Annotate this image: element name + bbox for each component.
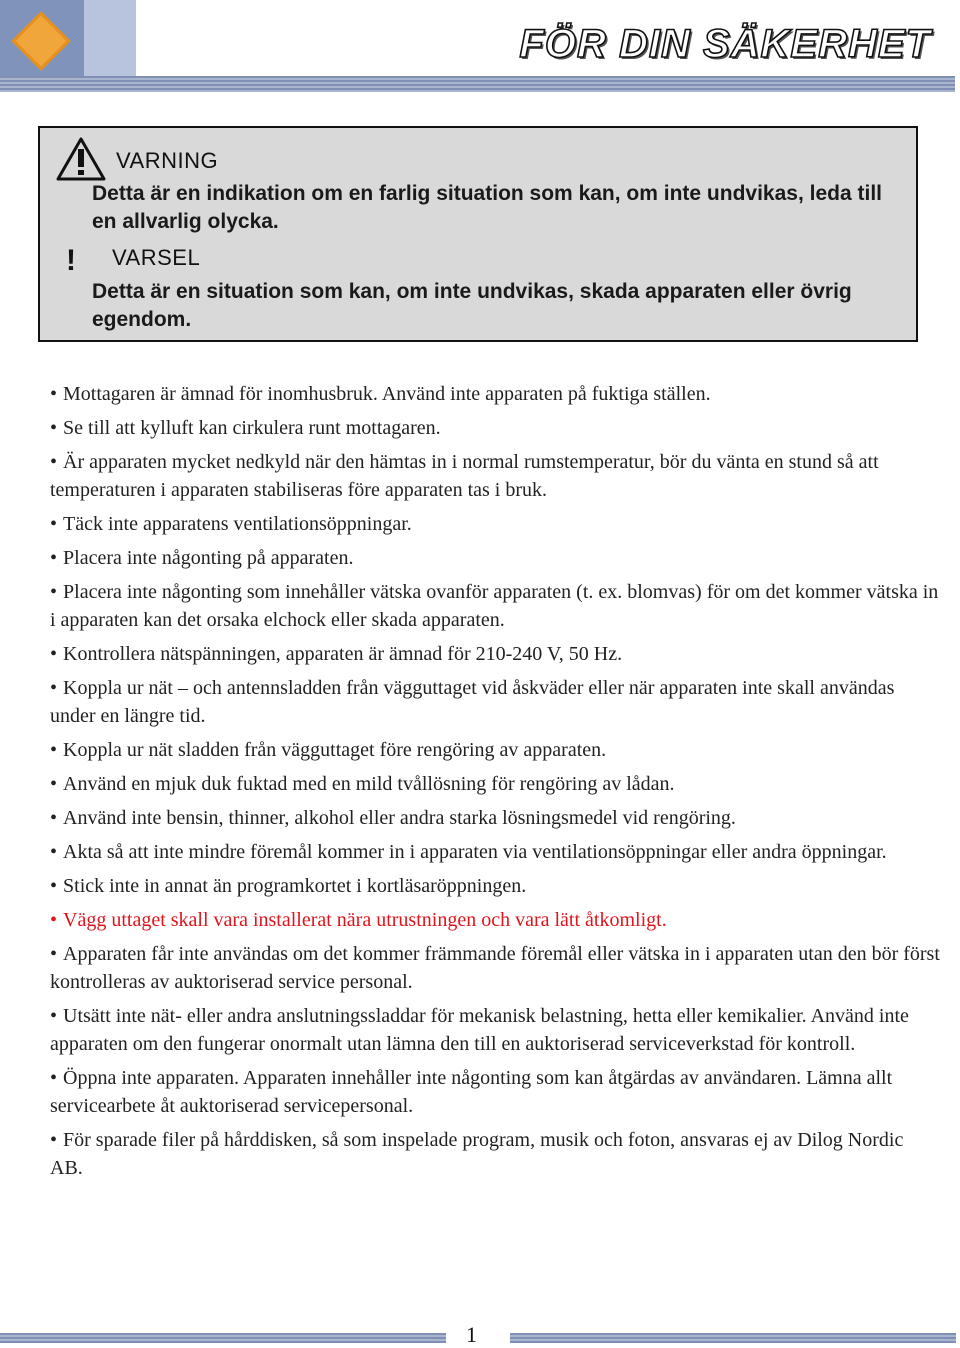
bullet-icon: • xyxy=(50,1067,58,1089)
page-title: FÖR DIN SÄKERHET xyxy=(519,22,931,66)
bullet-icon: • xyxy=(50,909,58,931)
list-item-text: Mottagaren är ämnad för inomhusbruk. Använd inte apparaten på fuktiga ställen. xyxy=(63,383,711,405)
list-item xyxy=(50,804,940,832)
bullet-icon: • xyxy=(50,739,58,761)
list-item-text: Apparaten får inte användas om det kommer främmande föremål eller vätska in i apparaten utan den bör först kontrolleras av auktoriserad service personal. xyxy=(50,943,940,993)
bullet-icon: • xyxy=(50,513,58,535)
warning-heading: VARNING xyxy=(116,148,219,173)
list-item-text: Utsätt inte nät- eller andra anslutningssladdar för mekanisk belastning, hetta eller kemikalier. Använd inte apparaten om den fungerar onormalt utan lämna den till en auktoriserad serviceverkstad för kontroll. xyxy=(50,1005,909,1055)
bullet-icon: • xyxy=(50,943,58,965)
bullet-icon: • xyxy=(50,417,58,439)
header xyxy=(0,0,955,92)
list-item xyxy=(50,414,940,442)
footer-rule-right xyxy=(510,1333,956,1343)
list-item-text: Se till att kylluft kan cirkulera runt mottagaren. xyxy=(63,417,441,439)
list-item xyxy=(50,380,940,408)
list-item xyxy=(50,1126,940,1182)
list-item-text: Kontrollera nätspänningen, apparaten är ämnad för 210-240 V, 50 Hz. xyxy=(63,643,623,665)
bullet-icon: • xyxy=(50,773,58,795)
list-item-text: Koppla ur nät sladden från vägguttaget före rengöring av apparaten. xyxy=(63,739,607,761)
list-item xyxy=(50,1002,940,1058)
list-item-text: Öppna inte apparaten. Apparaten innehåller inte någonting som kan åtgärdas av användaren. Lämna allt servicearbete åt auktoriserad servicepersonal. xyxy=(50,1067,893,1117)
list-item-text: Vägg uttaget skall vara installerat nära utrustningen och vara lätt åtkomligt. xyxy=(63,909,667,931)
warning-box xyxy=(38,126,918,342)
caution-text: Detta är en situation som kan, om inte undvikas, skada apparaten eller övrig egendom. xyxy=(92,280,852,331)
list-item xyxy=(50,544,940,572)
list-item xyxy=(50,674,940,730)
bullet-icon: • xyxy=(50,383,58,405)
list-item-text: Placera inte någonting som innehåller vätska ovanför apparaten (t. ex. blomvas) för om det kommer vätska in i apparaten kan det orsaka elchock eller skada apparaten. xyxy=(50,581,939,631)
warning-triangle-icon xyxy=(56,137,106,181)
header-rule xyxy=(0,76,955,92)
list-item-text: Använd en mjuk duk fuktad med en mild tvållösning för rengöring av lådan. xyxy=(63,773,675,795)
list-item-text: Placera inte någonting på apparaten. xyxy=(63,547,354,569)
list-item xyxy=(50,510,940,538)
footer-rule-left xyxy=(0,1333,446,1343)
bullet-icon: • xyxy=(50,875,58,897)
list-item xyxy=(50,736,940,764)
list-item xyxy=(50,1064,940,1120)
list-item xyxy=(50,448,940,504)
bullet-icon: • xyxy=(50,807,58,829)
caution-heading: VARSEL xyxy=(112,245,201,270)
list-item xyxy=(50,838,940,866)
list-item xyxy=(50,872,940,900)
bullet-icon: • xyxy=(50,677,58,699)
list-item-text: Är apparaten mycket nedkyld när den hämtas in i normal rumstemperatur, bör du vänta en stund så att temperaturen i apparaten stabiliseras före apparaten tas i bruk. xyxy=(50,451,879,501)
list-item-text: Stick inte in annat än programkortet i kortläsaröppningen. xyxy=(63,875,527,897)
list-item-text: Koppla ur nät – och antennsladden från vägguttaget vid åskväder eller när apparaten inte skall användas under en längre tid. xyxy=(50,677,895,727)
bullet-icon: • xyxy=(50,547,58,569)
list-item xyxy=(50,770,940,798)
highlighted-list-item xyxy=(50,906,940,934)
bullet-icon: • xyxy=(50,451,58,473)
header-band-light xyxy=(84,0,136,76)
list-item xyxy=(50,940,940,996)
bullet-icon: • xyxy=(50,643,58,665)
bullet-icon: • xyxy=(50,841,58,863)
bullet-icon: • xyxy=(50,1005,58,1027)
warning-text: Detta är en indikation om en farlig situation som kan, om inte undvikas, leda till en allvarlig olycka. xyxy=(92,182,882,233)
page-number: 1 xyxy=(466,1322,477,1347)
bullet-icon: • xyxy=(50,1129,58,1151)
list-item-text: För sparade filer på hårddisken, så som inspelade program, musik och foton, ansvaras ej av Dilog Nordic AB. xyxy=(50,1129,904,1179)
caution-exclamation-icon: ! xyxy=(66,244,76,277)
list-item-text: Använd inte bensin, thinner, alkohol eller andra starka lösningsmedel vid rengöring. xyxy=(63,807,736,829)
bullet-icon: • xyxy=(50,581,58,603)
list-item xyxy=(50,640,940,668)
list-item-text: Täck inte apparatens ventilationsöppningar. xyxy=(63,513,412,535)
list-item xyxy=(50,578,940,634)
list-item-text: Akta så att inte mindre föremål kommer in i apparaten via ventilationsöppningar eller andra öppningar. xyxy=(63,841,887,863)
safety-list xyxy=(50,380,940,1188)
